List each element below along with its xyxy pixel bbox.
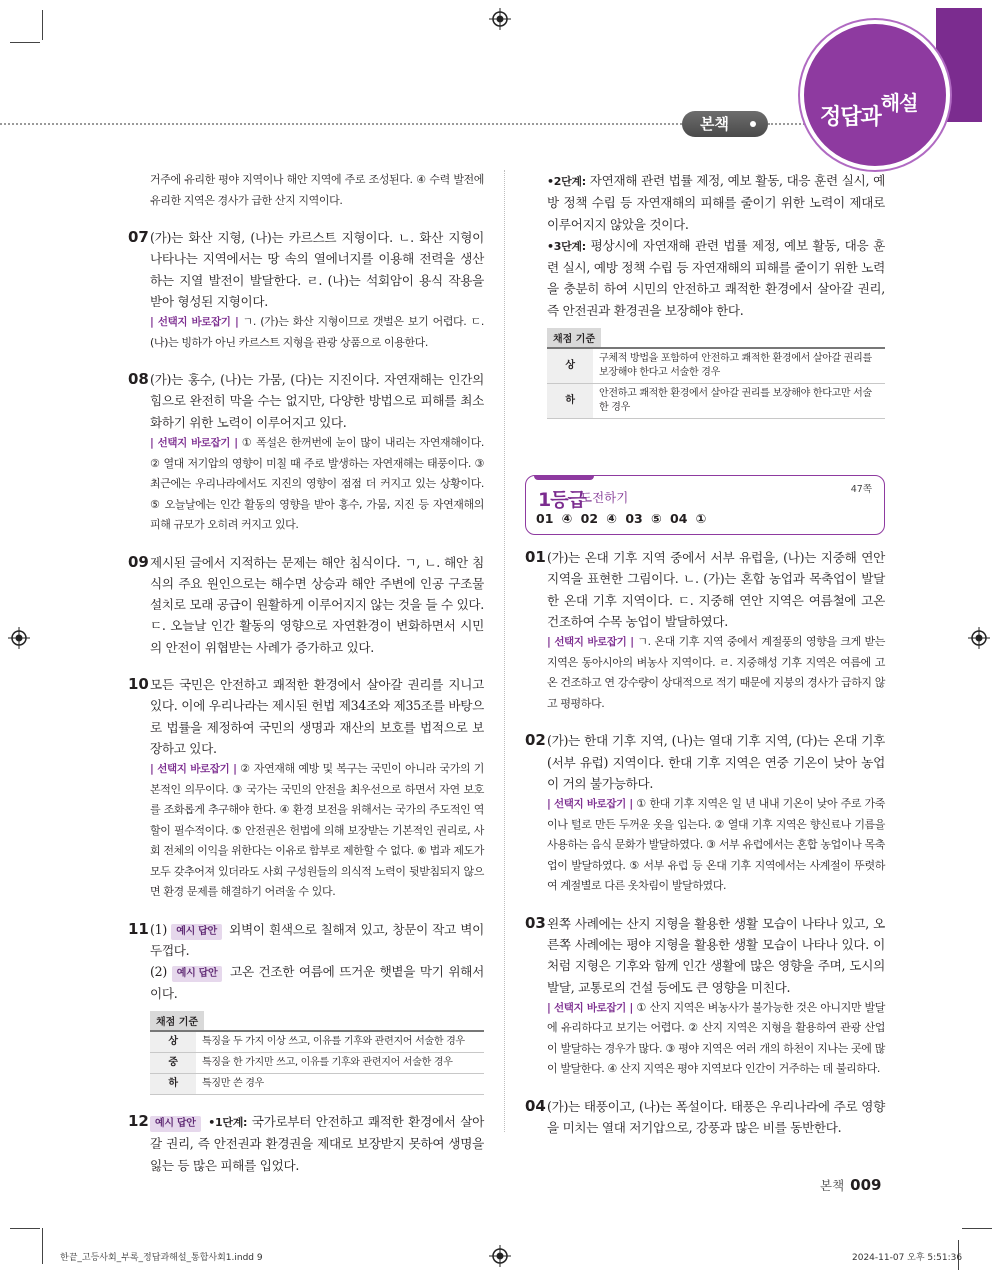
example-answer-badge: 예시 답안 <box>171 924 222 940</box>
criteria-table <box>150 1010 484 1095</box>
header-purple-circle <box>800 20 950 170</box>
question-number: 07 <box>128 228 149 246</box>
answer-text: (가)는 홍수, (나)는 가뭄, (다)는 지진이다. 자연재해는 인간의 힘으로 완전히 막을 수는 없지만, 다양한 방법으로 피해를 최소화하기 위한 노력이 이루어지고 있다. <box>150 372 484 430</box>
registration-mark-icon <box>489 8 511 30</box>
header-title-main: 정답과 <box>820 105 881 130</box>
step-text: 자연재해 관련 법률 제정, 예보 활동, 대응 훈련 실시, 예방 정책 수립 등 자연재해의 피해를 줄이기 위한 노력이 제대로 이루어지지 않았을 것이다. <box>547 173 885 232</box>
criteria-row: 상 구체적 방법을 포함하여 안전하고 쾌적한 환경에서 살아갈 권리를 보장해야 한다고 서술한 경우 <box>547 349 885 384</box>
header-title-sup: 해설 <box>880 91 918 115</box>
step-label: •1단계: <box>208 1115 248 1129</box>
grade-title: 1등급 <box>538 489 585 512</box>
fix-block <box>547 632 885 714</box>
question-number: 09 <box>128 552 149 571</box>
step-2 <box>525 170 885 235</box>
date-slug: 2024-11-07 오후 5:51:36 <box>852 1253 963 1263</box>
answer-text: 모든 국민은 안전하고 쾌적한 환경에서 살아갈 권리를 지니고 있다. 이에 우리나라는 제시된 헌법 제34조와 제35조를 바탕으로 법률을 제정하여 국민의 생명과 재산의 보호를 법적으로 보장하고 있다. <box>150 677 484 756</box>
crop-mark <box>10 42 40 43</box>
fix-label: | 선택지 바로잡기 | <box>150 316 239 329</box>
criteria-title: 채점 기준 <box>547 328 601 347</box>
answer-text: 왼쪽 사례에는 산지 지형을 활용한 생활 모습이 나타나 있고, 오른쪽 사례에는 평야 지형을 활용한 생활 모습이 나타나 있다. 이처럼 지형은 기후와 함께 인간 생활에 많은 영향을 주며, 도시의 발달, 교통로의 건설 등에도 큰 영향을 미친다. <box>547 915 885 995</box>
fix-block <box>150 759 484 903</box>
fix-label: | 선택지 바로잡기 | <box>547 636 634 649</box>
header-dotted-rule <box>0 123 682 125</box>
step-label: •3단계: <box>547 239 586 253</box>
pill-dot-icon <box>750 121 756 127</box>
grade-answers: 01 ④ 02 ④ 03 ⑤ 04 ① <box>536 511 707 527</box>
answer-text <box>150 1111 484 1176</box>
question-number: 01 <box>525 548 546 567</box>
section-pill <box>682 111 768 137</box>
criteria-title: 채점 기준 <box>150 1011 204 1030</box>
fix-text: ① 한대 기후 지역은 일 년 내내 기온이 낮아 주로 가죽이나 털로 만든 두꺼운 옷을 입는다. ② 열대 기후 지역은 향신료나 기름을 사용하는 음식 문화가 발달하였다. ③ 서부 유럽에서는 혼합 농업이나 목축업이 발달하였다. ⑤ 서부 유럽 등 온대 기후 지역에서는 사계절이 뚜렷하여 계절별로 다른 옷차림이 발달하였다. <box>547 797 885 893</box>
step-3 <box>525 235 885 321</box>
file-slug: 한끝_고등사회_부록_정답과해설_통합사회1.indd 9 <box>60 1253 263 1263</box>
answer-text: (가)는 태풍이고, (나)는 폭설이다. 태풍은 우리나라에 주로 영향을 미치는 열대 저기압으로, 강풍과 많은 비를 동반한다. <box>547 1098 885 1136</box>
fix-text: ① 폭설은 한꺼번에 눈이 많이 내리는 자연재해이다. ② 열대 저기압의 영향이 미칠 때 주로 발생하는 자연재해는 태풍이다. ③ 최근에는 우리나라에서도 지진의 영향이 점점 더 커지고 있는 상황이다. ⑤ 오늘날에는 인간 활동의 영향을 받아 홍수, 가뭄, 지진 등 자연재해의 피해 규모가 오히려 커지고 있다. <box>150 436 484 532</box>
fix-block <box>547 794 885 897</box>
answer-text: 제시된 글에서 지적하는 문제는 해안 침식이다. ㄱ, ㄴ. 해안 침식의 주요 원인으로는 해수면 상승과 해안 주변에 인공 구조물 설치로 모래 공급이 원활하게 이루어지지 않는 것을 들 수 있다. ㄷ. 오늘날 인간 활동의 영향으로 자연환경이 변화하면서 시민의 안전이 위협받는 사례가 증가하고 있다. <box>150 554 484 655</box>
question-10 <box>128 674 484 903</box>
answer-prefix: (2) <box>150 964 167 980</box>
crop-mark <box>962 1228 992 1229</box>
answer-text: (가)는 화산 지형, (나)는 카르스트 지형이다. ㄴ. 화산 지형이 나타나는 지역에서는 땅 속의 열에너지를 이용해 전력을 생산하는 지열 발전이 발달한다. ㄹ. (나)는 석회암이 용식 작용을 받아 형성된 지형이다. <box>150 230 484 309</box>
question-number: 02 <box>525 731 546 750</box>
page-label: 본책 <box>820 1178 845 1193</box>
question-04 <box>525 1096 885 1139</box>
criteria-row: 하 특징만 쓴 경우 <box>150 1073 484 1094</box>
fix-label: | 선택지 바로잡기 | <box>150 763 237 776</box>
grade-subtitle: 도전하기 <box>580 490 629 506</box>
criteria-row: 상 특징을 두 가지 이상 쓰고, 이유를 기후와 관련지어 서술한 경우 <box>150 1032 484 1053</box>
registration-mark-icon <box>968 627 990 649</box>
question-02 <box>525 730 885 896</box>
fix-block <box>150 433 484 536</box>
question-number: 10 <box>128 675 149 694</box>
criteria-row: 하 안전하고 쾌적한 환경에서 살아갈 권리를 보장해야 한다고만 서술한 경우 <box>547 384 885 419</box>
example-answer-1 <box>150 919 484 962</box>
registration-mark-icon <box>489 1245 511 1267</box>
header-title <box>820 91 918 131</box>
answer-text: (가)는 한대 기후 지역, (나)는 열대 기후 지역, (다)는 온대 기후 (서부 유럽) 지역이다. 한대 기후 지역은 연중 기온이 낮아 농업이 거의 불가능하다. <box>547 733 885 791</box>
criteria-row: 중 특징을 한 가지만 쓰고, 이유를 기후와 관련지어 서술한 경우 <box>150 1052 484 1073</box>
page-number: 009 <box>850 1176 882 1194</box>
crop-mark <box>10 1228 40 1229</box>
question-12 <box>128 1111 484 1176</box>
answer-text: 외벽이 흰색으로 칠해져 있고, 창문이 작고 벽이 두껍다. <box>150 921 484 959</box>
section-label: 본책 <box>700 115 729 133</box>
question-number: 08 <box>128 370 149 389</box>
example-answer-badge: 예시 답안 <box>150 1116 201 1132</box>
question-09 <box>128 552 484 658</box>
answer-text: (가)는 온대 기후 지역 중에서 서부 유럽을, (나)는 지중해 연안 지역을 표현한 그림이다. ㄴ. (가)는 혼합 농업과 목축업이 발달한 온대 기후 지역이다. ㄷ. 지중해 연안 지역은 여름철에 고온 건조하여 수목 농업이 발달하였다. <box>547 550 885 629</box>
fix-text: ① 산지 지역은 벼농사가 불가능한 것은 아니지만 발달에 유리하다고 보기는 어렵다. ② 산지 지역은 지형을 활용하여 관광 산업이 발달하는 경우가 많다. ③ 평야 지역은 여러 개의 하천이 지나는 곳에 많이 발달한다. ④ 산지 지역은 평야 지역보다 인간이 거주하는 데 불리하다. <box>547 1000 885 1076</box>
question-number: 12 <box>128 1111 149 1130</box>
question-number: 11 <box>128 919 149 938</box>
step-text: 국가로부터 안전하고 쾌적한 환경에서 살아갈 권리, 즉 안전권과 환경권을 제대로 보장받지 못하여 생명을 잃는 등 많은 피해를 입었다. <box>150 1113 484 1173</box>
column-divider <box>504 170 505 1132</box>
fix-text: ㄱ. (가)는 화산 지형이므로 갯벌은 보기 어렵다. ㄷ. (나)는 빙하가 아닌 카르스트 지형을 관광 상품으로 이용한다. <box>150 315 484 349</box>
question-11 <box>128 919 484 1095</box>
example-answer-badge: 예시 답안 <box>172 966 223 982</box>
fix-text: ② 자연재해 예방 및 복구는 국민이 아니라 국가의 기본적인 의무이다. ③ 국가는 국민의 안전을 최우선으로 하면서 자연 보호를 조화롭게 추구해야 한다. ④ 환경 보전을 위해서는 국가의 주도적인 역할이 필수적이다. ⑤ 안전권은 헌법에 의해 보장받는 기본적인 권리로, 사회 전체의 이익을 위한다는 이유로 함부로 제한할 수 없다. ⑥ 법과 제도가 모두 갖추어져 있더라도 사회 구성원들의 의식적 노력이 뒷받침되지 않으면 환경 문제를 해결하기 어려울 수 있다. <box>150 762 484 899</box>
question-number: 04 <box>525 1096 546 1115</box>
intro-text: 거주에 유리한 평야 지역이나 해안 지역에 주로 조성된다. ④ 수력 발전에 유리한 지역은 경사가 급한 산지 지역이다. <box>150 173 484 207</box>
step-label: •2단계: <box>547 175 586 188</box>
question-08 <box>128 369 484 535</box>
page-footer <box>820 1176 881 1194</box>
header-dotted-rule <box>768 123 808 125</box>
crop-mark <box>42 10 43 40</box>
right-column <box>525 170 885 1138</box>
registration-mark-icon <box>8 627 30 649</box>
left-column <box>128 170 484 1176</box>
example-answer-2 <box>150 961 484 1004</box>
grade-page-ref: 47쪽 <box>850 484 872 496</box>
crop-mark <box>42 1228 43 1264</box>
question-01 <box>525 547 885 714</box>
fix-label: | 선택지 바로잡기 | <box>547 1001 633 1014</box>
question-number: 03 <box>525 913 546 932</box>
answer-prefix: (1) <box>150 921 167 937</box>
fix-label: | 선택지 바로잡기 | <box>150 437 238 450</box>
criteria-table <box>525 327 885 419</box>
fix-block <box>150 312 484 353</box>
fix-block <box>547 998 885 1080</box>
grade-tab <box>534 476 594 480</box>
question-07 <box>128 227 484 353</box>
fix-text: ㄱ. 온대 기후 지역 중에서 계절풍의 영향을 크게 받는 지역은 동아시아의 벼농사 지역이다. ㄹ. 지중해성 기후 지역은 여름에 고온 건조하고 연 강수량이 상대적으로 적기 때문에 지붕의 경사가 급하지 않고 평평하다. <box>547 635 885 710</box>
step-text: 평상시에 자연재해 관련 법률 제정, 예보 활동, 대응 훈련 실시, 예방 정책 수립 등 자연재해의 피해를 줄이기 위한 노력을 충분히 하여 시민의 안전하고 쾌적한 환경에서 살아갈 권리, 즉 안전권과 환경권을 보장해야 한다. <box>547 237 885 318</box>
answer-text: 고온 건조한 여름에 뜨거운 햇볕을 막기 위해서이다. <box>150 964 484 1001</box>
question-03 <box>525 913 885 1080</box>
fix-label: | 선택지 바로잡기 | <box>547 798 633 811</box>
grade-challenge-box <box>525 475 885 535</box>
